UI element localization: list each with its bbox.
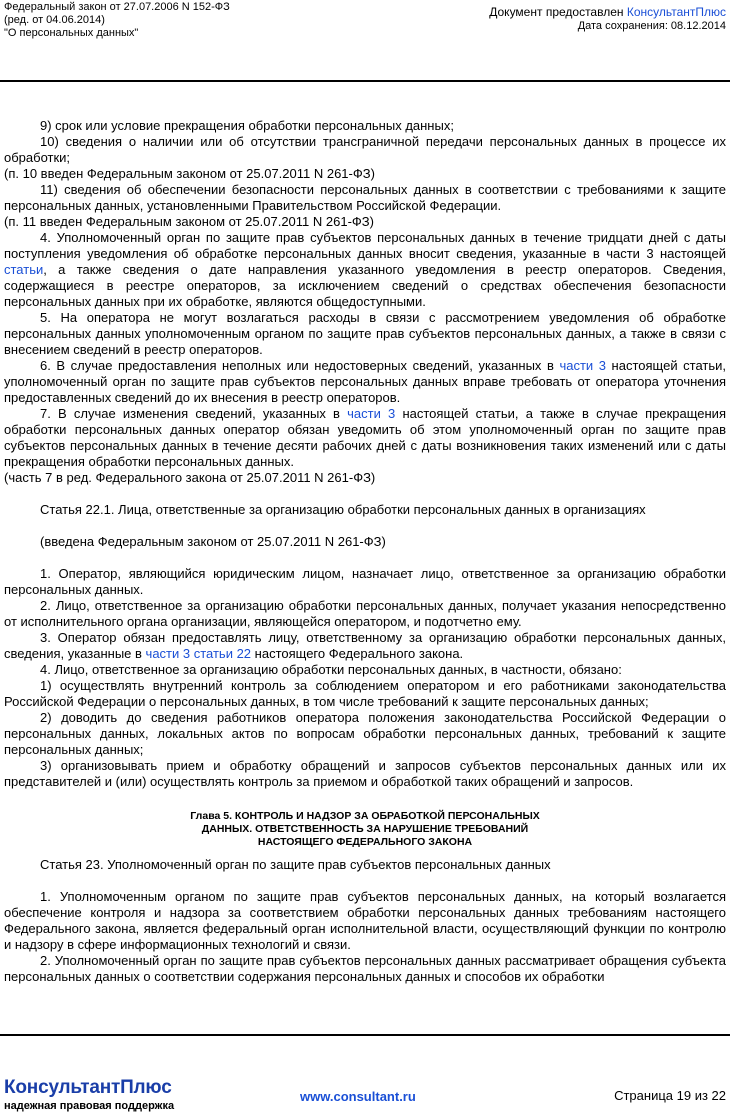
paragraph-text: настоящего Федерального закона. [251, 646, 464, 661]
spacer [4, 873, 726, 889]
part-3-link[interactable]: части 3 [347, 406, 396, 421]
law-title-line: Федеральный закон от 27.07.2006 N 152-ФЗ [4, 1, 230, 13]
spacer [4, 518, 726, 534]
provided-by-line [489, 5, 726, 19]
chapter-heading-line: ДАННЫХ. ОТВЕТСТВЕННОСТЬ ЗА НАРУШЕНИЕ ТРЕБОВАНИЙ [201, 823, 529, 835]
paragraph: 2) доводить до сведения работников оператора положения законодательства Российской Федерации о персональных данных, локальных актов по вопросам обработки персональных данных, требований к защите персональных данных; [4, 710, 726, 757]
paragraph [4, 358, 726, 406]
article-22-link[interactable]: части 3 статьи 22 [145, 646, 252, 661]
paragraph: 5. На оператора не могут возлагаться расходы в связи с рассмотрением уведомления об обработке персональных данных уполномоченным органом по защите прав субъектов персональных данных, а также в связи с внесением сведений в реестр операторов. [4, 310, 726, 357]
paragraph-text: , а также сведения о дате направления указанного уведомления в реестр операторов. Сведения, содержащиеся в реестре операторов, за исключением сведений о средствах обеспечения безопасности персональных данных при их обработке, являются общедоступными. [4, 262, 726, 309]
paragraph: 2. Уполномоченный орган по защите прав субъектов персональных данных рассматривает обращения субъекта персональных данных о соответствии содержания персональных данных и способов их обработки [4, 953, 726, 984]
paragraph [4, 230, 726, 310]
document-header-right [489, 5, 726, 33]
article-heading: Статья 22.1. Лица, ответственные за организацию обработки персональных данных в организациях [40, 502, 646, 517]
footer-divider [0, 1034, 730, 1036]
page-counter: Страница 19 из 22 [614, 1088, 726, 1103]
logo-tagline: надежная правовая поддержка [4, 1100, 175, 1112]
law-revision-line: (ред. от 04.06.2014) [4, 14, 105, 26]
provider-brand-link[interactable]: КонсультантПлюс [626, 5, 726, 19]
paragraph: 2. Лицо, ответственное за организацию обработки персональных данных, получает указания непосредственно от исполнительного органа организации, являющейся оператором, и подотчетно ему. [4, 598, 726, 629]
chapter-heading [4, 810, 726, 849]
document-header-left [4, 1, 230, 40]
website-link[interactable]: www.consultant.ru [300, 1089, 416, 1104]
article-heading: Статья 23. Уполномоченный орган по защите прав субъектов персональных данных [40, 857, 551, 872]
spacer [4, 790, 726, 806]
article-link[interactable]: статьи [4, 262, 44, 277]
paragraph-text: настоящей статьи, уполномоченный орган по защите прав субъектов персональных данных вправе требовать от оператора уточнения предоставленных сведений до их внесения в реестр операторов. [4, 358, 726, 405]
amendment-note: (п. 11 введен Федеральным законом от 25.07.2011 N 261-ФЗ) [4, 214, 374, 229]
part-3-link[interactable]: части 3 [559, 358, 606, 373]
document-body [4, 118, 726, 985]
paragraph-text: 4. Уполномоченный орган по защите прав субъектов персональных данных в течение тридцати дней с даты поступления уведомления об обработке персональных данных вносит сведения, указанные в части 3 настоящей [4, 230, 726, 261]
paragraph: 11) сведения об обеспечении безопасности персональных данных в соответствии с требованиями к защите персональных данных, установленными Правительством Российской Федерации. [4, 182, 726, 213]
paragraph-text: 3. Оператор обязан предоставлять лицу, ответственному за организацию обработки персональных данных, сведения, указанные в [4, 630, 726, 661]
paragraph-text: настоящей статьи, а также в случае прекращения обработки персональных данных оператор обязан уведомить об этом уполномоченный орган по защите прав субъектов персональных данных в течение десяти рабочих дней с даты возникновения таких изменений или с даты прекращения обработки персональных данных. [4, 406, 726, 469]
paragraph: 4. Лицо, ответственное за организацию обработки персональных данных, в частности, обязано: [40, 662, 622, 677]
spacer [4, 486, 726, 502]
paragraph: 9) срок или условие прекращения обработки персональных данных; [40, 118, 454, 133]
paragraph: 3) организовывать прием и обработку обращений и запросов субъектов персональных данных или их представителей и (или) осуществлять контроль за приемом и обработкой таких обращений и запросов. [4, 758, 726, 789]
article-note: (введена Федеральным законом от 25.07.2011 N 261-ФЗ) [40, 534, 386, 549]
chapter-heading-line: НАСТОЯЩЕГО ФЕДЕРАЛЬНОГО ЗАКОНА [257, 836, 473, 848]
provided-by-text: Документ предоставлен [489, 5, 627, 19]
paragraph [4, 630, 726, 662]
saved-date: Дата сохранения: 08.12.2014 [577, 20, 726, 32]
consultant-logo [4, 1078, 174, 1113]
paragraph-text: 7. В случае изменения сведений, указанных в [40, 406, 348, 421]
paragraph: 1. Оператор, являющийся юридическим лицом, назначает лицо, ответственное за организацию обработки персональных данных. [4, 566, 726, 597]
paragraph [4, 406, 726, 470]
paragraph: 10) сведения о наличии или об отсутствии трансграничной передачи персональных данных в процессе их обработки; [4, 134, 726, 165]
paragraph-text: 6. В случае предоставления неполных или недостоверных сведений, указанных в [40, 358, 560, 373]
amendment-note: (п. 10 введен Федеральным законом от 25.07.2011 N 261-ФЗ) [4, 166, 375, 181]
header-divider [0, 80, 730, 82]
logo-text: КонсультантПлюс [4, 1077, 172, 1098]
law-name-line: "О персональных данных" [4, 27, 139, 39]
amendment-note: (часть 7 в ред. Федерального закона от 25.07.2011 N 261-ФЗ) [4, 470, 376, 485]
spacer [4, 550, 726, 566]
paragraph: 1. Уполномоченным органом по защите прав субъектов персональных данных, на который возлагается обеспечение контроля и надзора за соответствием обработки персональных данных требованиям настоящего Федерального закона, является федеральный орган исполнительной власти, осуществляющий функции по контролю и надзору в сфере информационных технологий и связи. [4, 889, 726, 952]
paragraph: 1) осуществлять внутренний контроль за соблюдением оператором и его работниками законодательства Российской Федерации о персональных данных, в том числе требований к защите персональных данных; [4, 678, 726, 709]
chapter-heading-line: Глава 5. КОНТРОЛЬ И НАДЗОР ЗА ОБРАБОТКОЙ ПЕРСОНАЛЬНЫХ [190, 810, 540, 822]
